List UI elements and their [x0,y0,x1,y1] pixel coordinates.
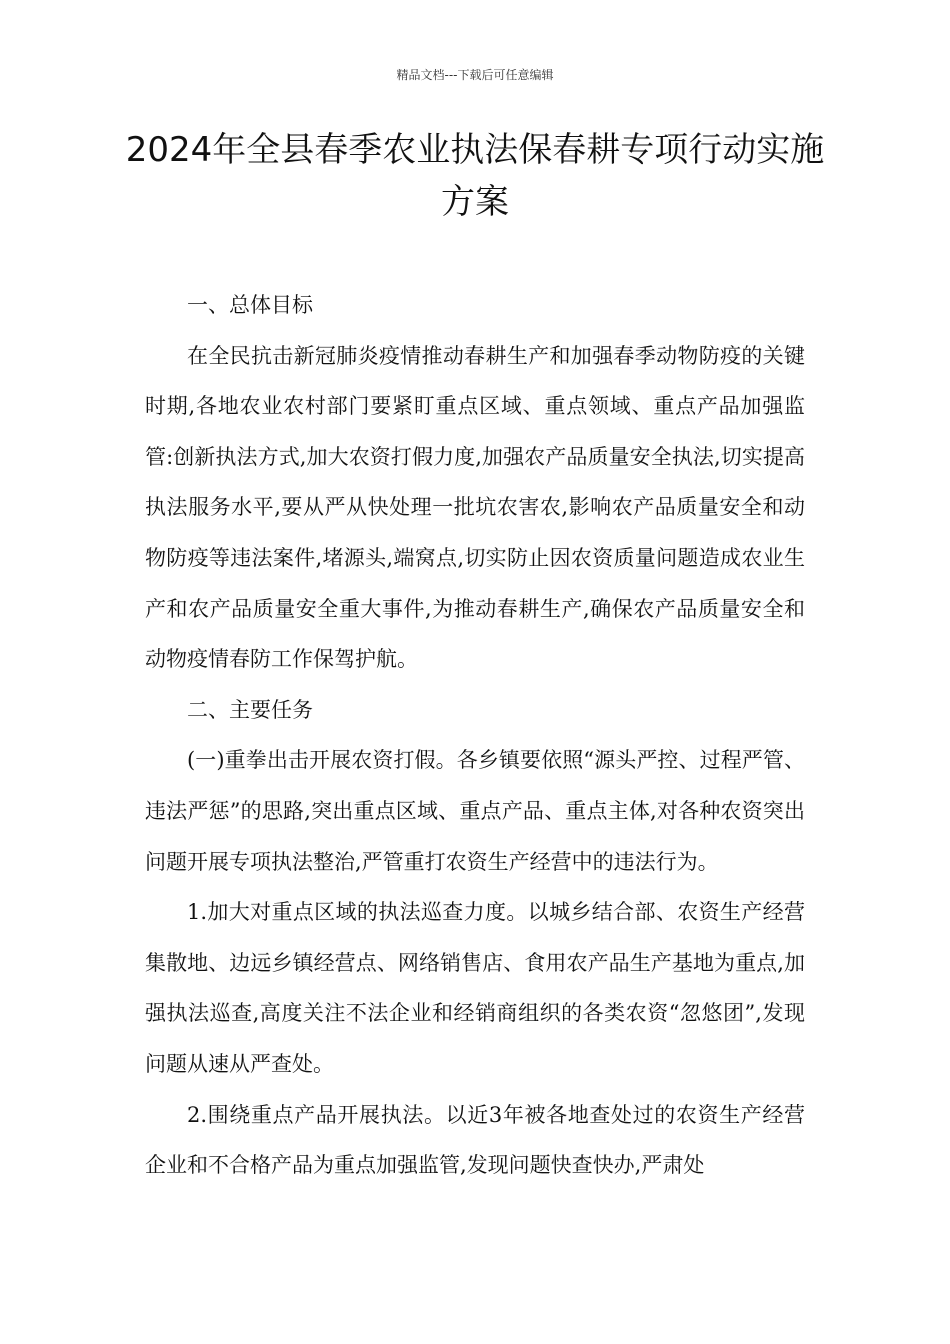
paragraph: 2.围绕重点产品开展执法。以近3年被各地查处过的农资生产经营企业和不合格产品为重点加强监管,发现问题快查快办,严肃处 [145,1102,805,1178]
paragraph: (一)重拳出击开展农资打假。各乡镇要依照“源头严控、过程严管、违法严惩”的思路,突出重点区域、重点产品、重点主体,对各种农资突出问题开展专项执法整治,严管重打农资生产经营中的违法行为。 [145,748,805,874]
header-note: 精品文档---下载后可任意编辑 [396,68,554,82]
paragraph: 在全民抗击新冠肺炎疫情推动春耕生产和加强春季动物防疫的关键时期,各地农业农村部门要紧盯重点区域、重点领域、重点产品加强监管:创新执法方式,加大农资打假力度,加强农产品质量安全执法,切实提高执法服务水平,要从严从快处理一批坑农害农,影响农产品质量安全和动物防疫等违法案件,堵源头,端窝点,切实防止因农资质量问题造成农业生产和农产品质量安全重大事件,为推动春耕生产,确保农产品质量安全和动物疫情春防工作保驾护航。 [145,343,805,672]
document-body [145,280,805,1191]
document-title: 2024年全县春季农业执法保春耕专项行动实施方案 [125,130,825,222]
section-heading: 一、总体目标 [187,293,313,317]
paragraph: 1.加大对重点区域的执法巡查力度。以城乡结合部、农资生产经营集散地、边远乡镇经营点、网络销售店、食用农产品生产基地为重点,加强执法巡查,高度关注不法企业和经销商组织的各类农资“忽悠团”,发现问题从速从严查处。 [145,900,805,1076]
section-heading: 二、主要任务 [187,697,313,722]
